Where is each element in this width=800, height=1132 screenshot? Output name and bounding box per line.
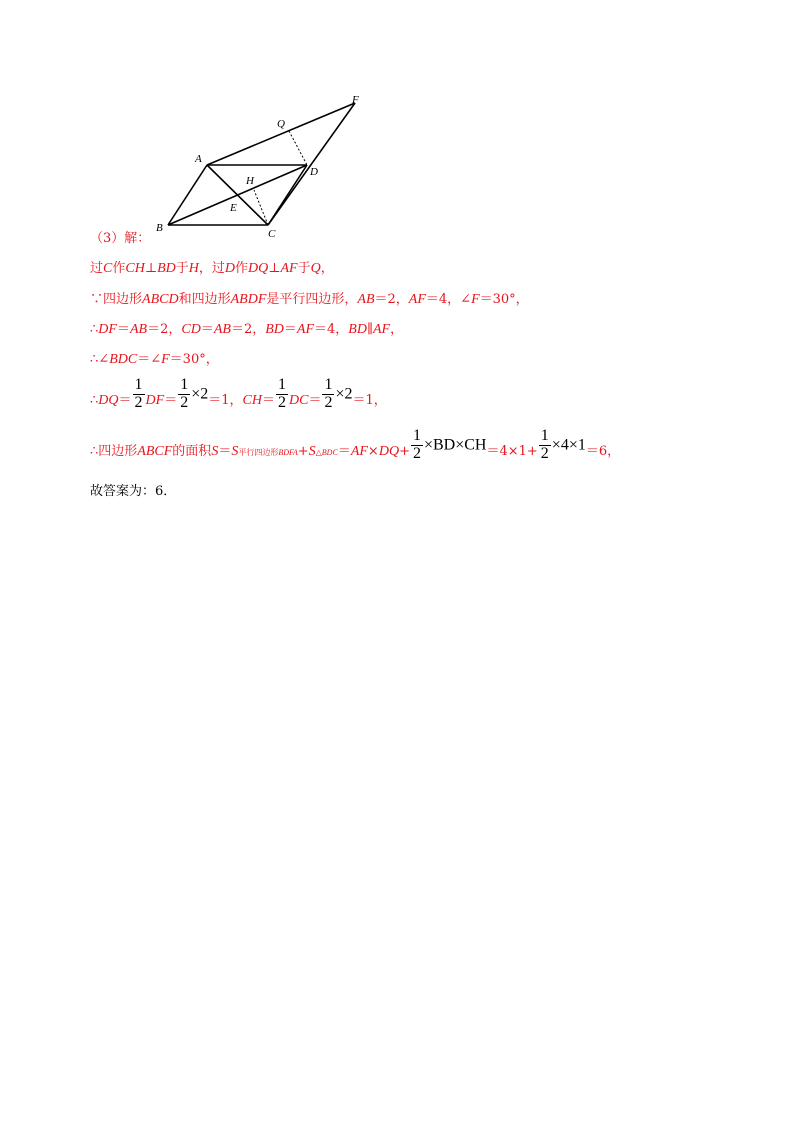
text: ＝ (218, 443, 232, 459)
times-expression: ×2 (191, 385, 209, 403)
fraction-numerator: 1 (180, 376, 189, 393)
times-expression: ×4×1 (551, 436, 586, 454)
point-label-f: F (352, 94, 359, 106)
perp-symbol: ⊥ (268, 261, 281, 276)
segment-ac (207, 165, 268, 225)
solution-line-equal-sides (90, 318, 403, 338)
segment-ch-dashed (254, 190, 268, 225)
text: 于 (297, 261, 311, 276)
times-expression: ×BD×CH (423, 436, 487, 454)
var-dq: DQ (248, 261, 269, 276)
var-s: S (211, 443, 219, 459)
var-dc: DC (289, 392, 309, 408)
answer-line (90, 480, 176, 499)
text: ，过 (198, 261, 225, 276)
plus-symbol: + (399, 443, 410, 459)
text: ＝ (118, 392, 132, 408)
var-d: D (224, 261, 236, 276)
point-label-c: C (268, 228, 276, 240)
because-symbol: ∵ (90, 292, 104, 307)
var-s: S (231, 443, 239, 459)
text: ＝1， (352, 392, 387, 408)
fraction-numerator: 1 (324, 376, 333, 393)
fraction-numerator: 1 (540, 427, 549, 444)
var-cd: CD (181, 322, 201, 337)
fraction-denominator: 2 (278, 393, 286, 411)
var-af: AF (280, 261, 298, 276)
fraction-denominator: 2 (324, 393, 333, 411)
text: ＝2， (230, 322, 266, 337)
therefore-symbol: ∴ (90, 322, 99, 337)
therefore-symbol: ∴ (90, 392, 99, 408)
solution-heading (90, 227, 150, 246)
var-af: AF (296, 322, 315, 337)
text: ＝30°， (169, 352, 219, 367)
text: 于 (175, 261, 189, 276)
var-df: DF (98, 322, 117, 337)
parallel-symbol: ∥ (366, 322, 373, 337)
var-ch: CH (125, 261, 145, 276)
plus-symbol: + (297, 443, 309, 459)
fraction-half (411, 428, 423, 463)
text: 作 (112, 261, 126, 276)
fraction-half (539, 428, 551, 463)
var-bd: BD (157, 261, 176, 276)
text: 的面积 (172, 443, 212, 459)
triangle-symbol: △ (315, 447, 322, 457)
parallelogram-figure (140, 90, 380, 240)
var-abdf: ABDF (230, 292, 267, 307)
angle-symbol: ∠ (98, 352, 110, 367)
fraction-numerator: 1 (278, 376, 286, 393)
var-ab: AB (213, 322, 231, 337)
var-abcd: ABCD (142, 292, 179, 307)
answer-text: 故答案为：6． (90, 484, 177, 499)
fraction-numerator: 1 (134, 376, 143, 393)
text: ＝ (337, 443, 351, 459)
text: 四边形 (103, 292, 143, 307)
var-abcf: ABCF (137, 443, 173, 459)
times-symbol: × (367, 443, 379, 459)
angle-symbol: ∠ (460, 292, 472, 307)
text: ＝4×1+ (486, 443, 538, 459)
var-f: F (161, 352, 170, 367)
segment-dq-dashed (289, 131, 307, 165)
perp-symbol: ⊥ (144, 261, 158, 276)
text: ＝4， (425, 292, 461, 307)
point-label-d: D (310, 166, 318, 178)
text: ＝ (137, 352, 151, 367)
text: ＝ (116, 322, 130, 337)
var-c: C (103, 261, 113, 276)
subscript-bdfa: BDFA (278, 447, 298, 457)
solution-line-angles (90, 348, 219, 368)
text: ＝1， (208, 392, 243, 408)
text: ＝ (261, 392, 275, 408)
text: 是平行四边形， (266, 292, 358, 307)
text: ＝ (200, 322, 214, 337)
angle-symbol: ∠ (150, 352, 162, 367)
point-label-a: A (195, 153, 202, 165)
text: ＝2， (147, 322, 182, 337)
text: ＝ (283, 322, 297, 337)
var-df: DF (145, 392, 165, 408)
text: ＝2， (374, 292, 409, 307)
text: ， (390, 322, 404, 337)
heading-label: （3）解： (90, 231, 151, 246)
var-af: AF (372, 322, 391, 337)
text: 四边形 (98, 443, 138, 459)
fraction-denominator: 2 (180, 393, 189, 411)
fraction-half (178, 377, 190, 412)
text: 过 (90, 261, 104, 276)
var-dq: DQ (378, 443, 400, 459)
var-bd: BD (348, 322, 367, 337)
text: ＝ (308, 392, 322, 408)
fraction-half (276, 377, 288, 412)
text: ＝ (164, 392, 178, 408)
fraction-denominator: 2 (540, 444, 549, 462)
var-bd: BD (265, 322, 284, 337)
point-label-h: H (246, 175, 254, 187)
var-s: S (308, 443, 316, 459)
text: ＝4， (314, 322, 349, 337)
var-dq: DQ (98, 392, 119, 408)
fraction-numerator: 1 (412, 427, 421, 444)
therefore-symbol: ∴ (90, 443, 99, 459)
point-label-e: E (230, 202, 237, 214)
subscript-bdc: BDC (321, 447, 338, 457)
text: 作 (235, 261, 249, 276)
text: 和四边形 (178, 292, 231, 307)
var-af: AF (408, 292, 426, 307)
var-ch: CH (242, 392, 262, 408)
subscript-text: 平行四边形 (238, 447, 279, 457)
var-f: F (471, 292, 480, 307)
text: ， (320, 261, 334, 276)
fraction-denominator: 2 (134, 393, 143, 411)
point-label-q: Q (277, 118, 285, 130)
solution-line-heights (90, 377, 387, 412)
fraction-denominator: 2 (412, 444, 421, 462)
text: ＝6， (585, 443, 621, 459)
var-ab: AB (357, 292, 375, 307)
var-ab: AB (129, 322, 148, 337)
solution-line-construction (90, 257, 334, 277)
fraction-half (322, 377, 334, 412)
fraction-half (133, 377, 145, 412)
var-q: Q (310, 261, 321, 276)
var-af: AF (350, 443, 368, 459)
point-label-b: B (156, 222, 163, 234)
var-bdc: BDC (109, 352, 138, 367)
solution-line-area (90, 428, 620, 463)
therefore-symbol: ∴ (90, 352, 99, 367)
var-h: H (188, 261, 199, 276)
solution-line-given (90, 288, 529, 308)
text: ＝30°， (479, 292, 529, 307)
times-expression: ×2 (335, 385, 353, 403)
